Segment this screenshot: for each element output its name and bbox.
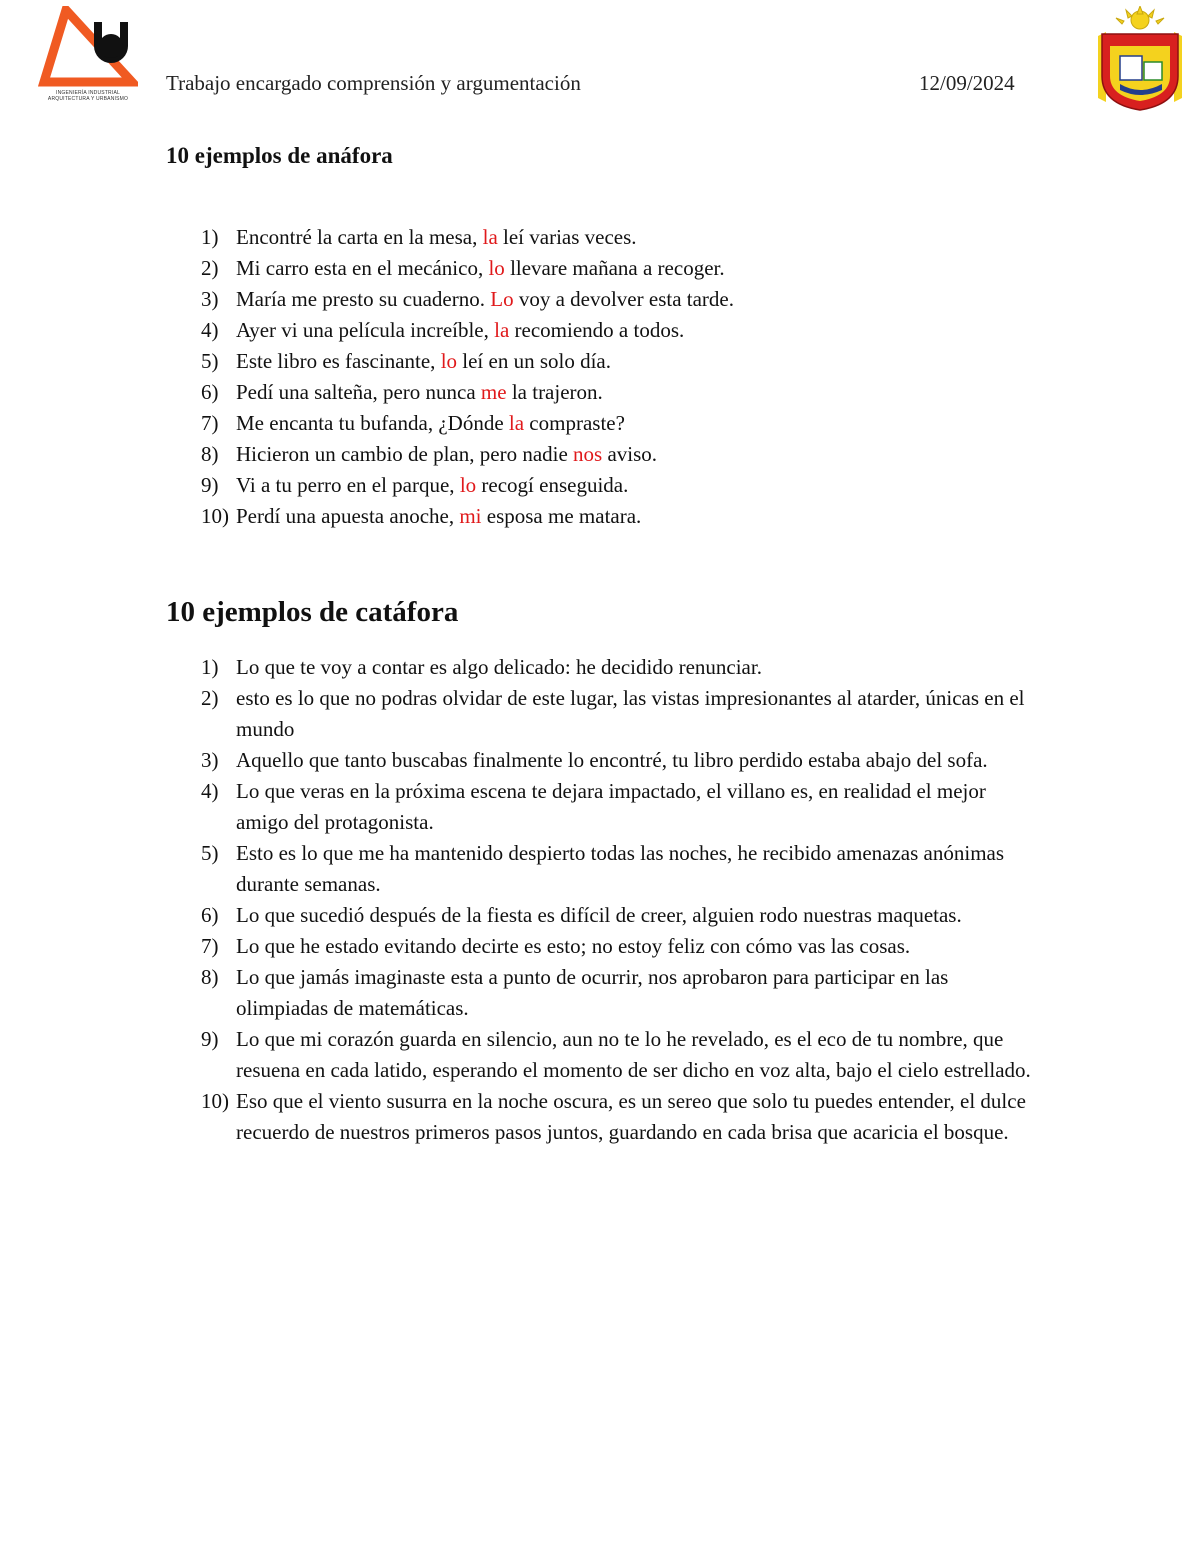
- item-text: Lo que he estado evitando decirte es esto; no estoy feliz con cómo vas las cosas.: [236, 934, 911, 958]
- highlighted-pronoun: lo: [459, 473, 477, 497]
- item-number: 6): [201, 380, 219, 404]
- anafora-list: [166, 222, 996, 532]
- document-title: Trabajo encargado comprensión y argumentación: [166, 71, 581, 95]
- item-text: Lo que te voy a contar es algo delicado: he decidido renunciar.: [236, 655, 762, 679]
- item-text: esposa me matara.: [481, 504, 642, 528]
- item-text: voy a devolver esta tarde.: [513, 287, 734, 311]
- highlighted-pronoun: lo: [440, 349, 458, 373]
- list-item: [166, 315, 996, 346]
- item-number: 5): [201, 841, 219, 865]
- item-number: 6): [201, 903, 219, 927]
- list-item: [166, 931, 1041, 962]
- list-item: [166, 745, 1041, 776]
- item-text: esto es lo que no podras olvidar de este lugar, las vistas impresionantes al atarder, únicas en el mundo: [236, 686, 1025, 741]
- list-item: [166, 1024, 1041, 1086]
- list-item: [166, 253, 996, 284]
- item-number: 1): [201, 225, 219, 249]
- item-text: Me encanta tu bufanda, ¿Dónde: [236, 411, 509, 435]
- item-number: 10): [201, 1089, 229, 1113]
- list-item: [166, 962, 1041, 1024]
- list-item: [166, 683, 1041, 745]
- highlighted-pronoun: la: [482, 225, 498, 249]
- list-item: [166, 284, 996, 315]
- item-number: 9): [201, 473, 219, 497]
- highlighted-pronoun: Lo: [490, 287, 514, 311]
- logo-caption-line: ARQUITECTURA Y URBANISMO: [47, 96, 129, 102]
- item-text: Lo que sucedió después de la fiesta es difícil de creer, alguien rodo nuestras maquetas.: [236, 903, 962, 927]
- list-item: [166, 377, 996, 408]
- list-item: [166, 346, 996, 377]
- faculty-logo-caption: [38, 90, 138, 102]
- item-text: leí en un solo día.: [457, 349, 612, 373]
- item-number: 8): [201, 442, 219, 466]
- list-item: [166, 501, 996, 532]
- item-number: 2): [201, 686, 219, 710]
- highlighted-pronoun: mi: [459, 504, 482, 528]
- item-text: aviso.: [602, 442, 658, 466]
- catafora-heading: 10 ejemplos de catáfora: [166, 596, 459, 628]
- highlighted-pronoun: nos: [573, 442, 603, 466]
- item-number: 2): [201, 256, 219, 280]
- item-text: Lo que veras en la próxima escena te dejara impactado, el villano es, en realidad el mejor amigo del protagonista.: [236, 779, 986, 834]
- university-crest: [1090, 6, 1190, 114]
- item-number: 9): [201, 1027, 219, 1051]
- highlighted-pronoun: lo: [488, 256, 505, 280]
- item-text: Aquello que tanto buscabas finalmente lo encontré, tu libro perdido estaba abajo del sofa.: [236, 748, 988, 772]
- item-text: Lo que mi corazón guarda en silencio, aun no te lo he revelado, es el eco de tu nombre, que resuena en cada latido, esperando el momento de ser dicho en voz alta, bajo el cielo estrellado.: [236, 1027, 1031, 1082]
- item-number: 4): [201, 779, 219, 803]
- item-text: recogí enseguida.: [476, 473, 629, 497]
- document-date: 12/09/2024: [919, 71, 1015, 95]
- list-item: [166, 1086, 1041, 1148]
- list-item: [166, 652, 1041, 683]
- item-number: 8): [201, 965, 219, 989]
- university-crest-icon: [1090, 6, 1190, 114]
- highlighted-pronoun: la: [494, 318, 510, 342]
- item-text: Eso que el viento susurra en la noche oscura, es un sereo que solo tu puedes entender, el dulce recuerdo de nuestros primeros pasos juntos, guardando en cada brisa que acaricia el bosque.: [236, 1089, 1026, 1144]
- item-text: recomiendo a todos.: [509, 318, 685, 342]
- item-text: leí varias veces.: [497, 225, 637, 249]
- item-text: Vi a tu perro en el parque,: [236, 473, 460, 497]
- highlighted-pronoun: me: [480, 380, 507, 404]
- item-text: llevare mañana a recoger.: [504, 256, 725, 280]
- faculty-logo-icon: [38, 6, 138, 92]
- faculty-logo: [38, 6, 138, 102]
- list-item: [166, 439, 996, 470]
- item-text: Hicieron un cambio de plan, pero nadie: [236, 442, 574, 466]
- item-text: Encontré la carta en la mesa,: [236, 225, 483, 249]
- list-item: [166, 900, 1041, 931]
- item-number: 1): [201, 655, 219, 679]
- list-item: [166, 222, 996, 253]
- item-text: María me presto su cuaderno.: [236, 287, 491, 311]
- item-text: Perdí una apuesta anoche,: [236, 504, 460, 528]
- item-number: 10): [201, 504, 229, 528]
- list-item: [166, 838, 1041, 900]
- item-text: Pedí una salteña, pero nunca: [236, 380, 481, 404]
- item-text: compraste?: [524, 411, 625, 435]
- item-number: 5): [201, 349, 219, 373]
- item-number: 3): [201, 748, 219, 772]
- item-number: 7): [201, 411, 219, 435]
- item-text: la trajeron.: [506, 380, 603, 404]
- item-text: Este libro es fascinante,: [236, 349, 441, 373]
- item-number: 4): [201, 318, 219, 342]
- item-text: Lo que jamás imaginaste esta a punto de ocurrir, nos aprobaron para participar en las olimpiadas de matemáticas.: [236, 965, 949, 1020]
- item-text: Esto es lo que me ha mantenido despierto todas las noches, he recibido amenazas anónimas durante semanas.: [236, 841, 1005, 896]
- list-item: [166, 776, 1041, 838]
- item-number: 3): [201, 287, 219, 311]
- item-number: 7): [201, 934, 219, 958]
- highlighted-pronoun: la: [508, 411, 525, 435]
- catafora-list: [166, 652, 1041, 1148]
- list-item: [166, 470, 996, 501]
- item-text: Mi carro esta en el mecánico,: [236, 256, 489, 280]
- list-item: [166, 408, 996, 439]
- logo-caption-line: INGENIERÍA INDUSTRIAL: [56, 90, 120, 96]
- item-text: Ayer vi una película increíble,: [236, 318, 495, 342]
- anafora-heading: 10 ejemplos de anáfora: [166, 143, 393, 168]
